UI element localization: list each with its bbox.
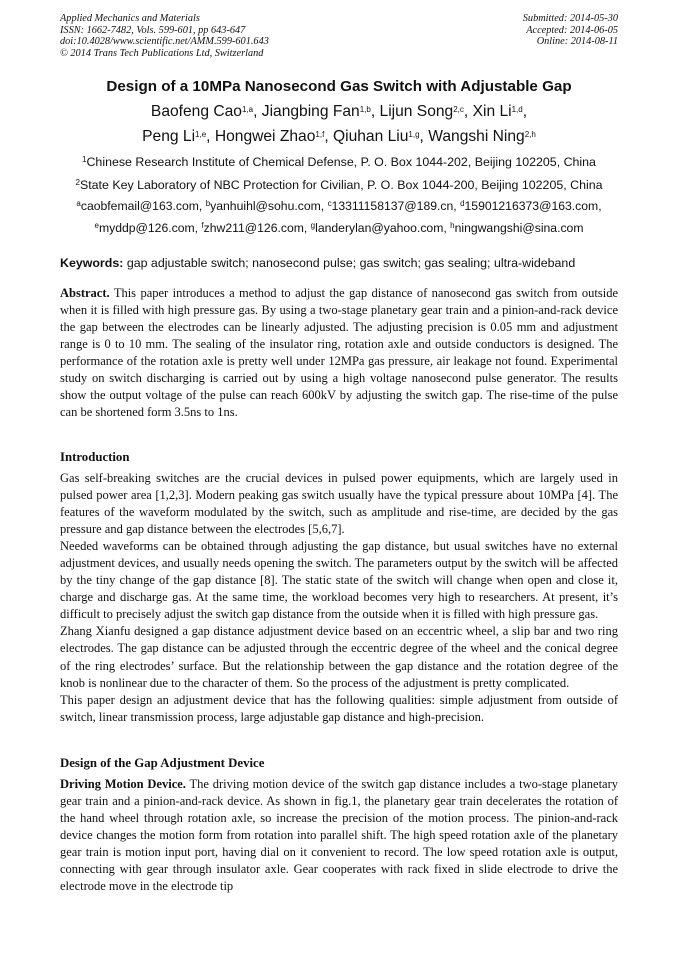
email-mark: h bbox=[450, 221, 455, 230]
copyright-line: © 2014 Trans Tech Publications Ltd, Switzerland bbox=[60, 47, 264, 59]
email-address: zhw211@126.com bbox=[203, 221, 304, 235]
email-mark: e bbox=[94, 221, 99, 230]
paragraph: Gas self-breaking switches are the crucial devices in pulsed power equipments, which are largely used in pulsed power area [1,2,3]. Modern peaking gas switch usually have the typical pressure about 10MPa [4]. The features of the waveform modulated by the switch, such as amplitude and rise-time, are decided by the gas pressure and gap distance between the electrodes [5,6,7]. bbox=[60, 471, 618, 537]
email-address: landerylan@yahoo.com bbox=[315, 221, 444, 235]
author-list-line-1: Baofeng Cao$^{1,a}$, Jiangbing Fan$^{1,b}$, Lijun Song$^{2,c}$, Xin Li$^{1,d}$, bbox=[150, 103, 528, 120]
submitted-date: Submitted: 2014-05-30 bbox=[522, 13, 618, 24]
introduction-body bbox=[60, 470, 618, 726]
author-affiliation-mark: 1,b bbox=[359, 105, 371, 114]
issn-line: ISSN: 1662-7482, Vols. 599-601, pp 643-647 bbox=[60, 24, 246, 36]
author-name: Baofeng Cao bbox=[150, 103, 242, 120]
author-affiliation-mark: 1,a bbox=[241, 105, 254, 114]
email-mark: f bbox=[201, 221, 204, 230]
author-name: Qiuhan Liu bbox=[332, 128, 409, 145]
introduction-heading: Introduction bbox=[60, 450, 130, 464]
author-name: Jiangbing Fan bbox=[261, 103, 360, 120]
email-address: 15901216373@163.com bbox=[464, 199, 599, 213]
online-date: Online: 2014-08-11 bbox=[536, 36, 618, 48]
paragraph: This paper design an adjustment device that has the following qualities: simple adjustment from outside of switch, linear transmission process, large adjustable gap distance and high-precision. bbox=[60, 692, 618, 724]
author-affiliation-mark: 2,h bbox=[524, 130, 536, 139]
email-address: myddp@126.com bbox=[98, 221, 195, 235]
email-address: ningwangshi@sina.com bbox=[454, 221, 584, 235]
author-name: Wangshi Ning bbox=[428, 128, 525, 145]
email-mark: a bbox=[76, 199, 81, 208]
design-lead: Driving Motion Device. bbox=[60, 777, 186, 791]
doi-line: doi:10.4028/www.scientific.net/AMM.599-601.643 bbox=[60, 36, 269, 48]
keywords-text: gap adjustable switch; nanosecond pulse; gas switch; gas sealing; ultra-wideband bbox=[126, 256, 576, 270]
affiliation-text: State Key Laboratory of NBC Protection for Civilian, P. O. Box 1044-200, Beijing 102205, China bbox=[79, 178, 603, 192]
abstract-label: Abstract. bbox=[60, 286, 110, 300]
accepted-date: Accepted: 2014-06-05 bbox=[526, 24, 618, 36]
affiliation-text: Chinese Research Institute of Chemical Defense, P. O. Box 1044-202, Beijing 102205, China bbox=[86, 155, 596, 169]
email-mark: d bbox=[460, 199, 465, 208]
publication-info bbox=[60, 13, 400, 59]
email-mark: g bbox=[310, 221, 316, 230]
author-affiliation-mark: 2,c bbox=[453, 105, 464, 114]
paragraph: Zhang Xianfu designed a gap distance adjustment device based on an eccentric wheel, a slip bar and two ring electrodes. The gap distance can be adjusted through the eccentric degree of the wheel and the conical degree of the ring electrodes’ surface. But the relationship between the gap distance and the rotation degree of the knob is nonlinear due to the character of them. So the process of the adjustment is pretty complicated. bbox=[60, 624, 618, 690]
email-list-line-2: $^e$myddp@126.com, $^f$zhw211@126.com, $^g$landerylan@yahoo.com, $^h$ningwangshi@sina.com bbox=[94, 221, 584, 235]
email-list-line-1: $^a$caobfemail@163.com, $^b$yanhuihl@sohu.com, $^c$13311158137@189.cn, $^d$15901216373@163.com, bbox=[76, 199, 602, 213]
paper-title: Design of a 10MPa Nanosecond Gas Switch with Adjustable Gap bbox=[106, 78, 572, 95]
author-affiliation-mark: 1,g bbox=[408, 130, 420, 139]
author-list-line-2: Peng Li$^{1,e}$, Hongwei Zhao$^{1,f}$, Qiuhan Liu$^{1,g}$, Wangshi Ning$^{2,h}$ bbox=[142, 128, 536, 145]
keywords-label: Keywords: bbox=[60, 256, 124, 270]
email-address: 13311158137@189.cn bbox=[331, 199, 454, 213]
keywords bbox=[60, 256, 618, 270]
design-heading: Design of the Gap Adjustment Device bbox=[60, 756, 265, 770]
author-name: Lijun Song bbox=[379, 103, 454, 120]
affiliation-2 bbox=[30, 178, 648, 192]
email-address: yanhuihl@sohu.com bbox=[210, 199, 321, 213]
affiliation-mark: 2 bbox=[75, 178, 80, 187]
author-name: Hongwei Zhao bbox=[214, 128, 316, 145]
email-address: caobfemail@163.com bbox=[80, 199, 199, 213]
author-affiliation-mark: 1,d bbox=[511, 105, 523, 114]
affiliation-1 bbox=[30, 155, 648, 169]
abstract-text: This paper introduces a method to adjust the gap distance of nanosecond gas switch from outside when it is filled with high pressure gas. By using a two-stage planetary gear train and a pinion-and-rack device the gap between the electrodes can be linearly adjusted. The adjusting precision is 0.05 mm and adjustment range is 0 to 10 mm. The sealing of the insulator ring, rotation axle and outside conductors is designed. The performance of the rotation axle is pretty well under 12MPa gas pressure, air leakage not found. Experimental study on switch discharging is carried out by using a high voltage nanosecond pulse generator. The results show the output voltage of the pulse can reach 600kV by adjusting the switch gap. The rise-time of the pulse can be shortened form 3.5ns to 1ns. bbox=[60, 286, 618, 420]
author-name: Peng Li bbox=[142, 128, 196, 145]
author-affiliation-mark: 1,e bbox=[195, 130, 207, 139]
journal-name: Applied Mechanics and Materials bbox=[60, 13, 200, 24]
publication-dates bbox=[398, 13, 618, 48]
design-body bbox=[60, 776, 618, 895]
paragraph: Needed waveforms can be obtained through adjusting the gap distance, but usual switches have no external adjustment devices, and usually needs opening the switch. The parameters output by the switch will be affected by the tiny change of the gap distance [8]. The static state of the switch will change when open and close it, charge and discharge gas. At the same time, the workload becomes very high to researchers. At present, it’s difficult to precisely adjust the switch gap distance from the outside when it is filled with high pressure gas. bbox=[60, 539, 618, 622]
design-text: The driving motion device of the switch gap distance includes a two-stage planetary gear train and a pinion-and-rack device. As shown in fig.1, the planetary gear train decelerates the rotation of the hand wheel through rotation axle, so increase the precision of the motion process. The pinion-and-rack device changes the motion form from rotation into parallel shift. The high speed rotation axle of the planetary gear train is motion input port, having dial on it convenient to record. The low speed rotation axle is output, connecting with gear through insulator axle. Gear cooperates with rack fixed in slide electrode to drive the electrode move in the electrode tip bbox=[60, 777, 619, 894]
author-affiliation-mark: 1,f bbox=[315, 130, 325, 139]
email-mark: b bbox=[205, 199, 211, 208]
email-mark: c bbox=[327, 199, 332, 208]
abstract bbox=[60, 285, 618, 421]
author-name: Xin Li bbox=[472, 103, 512, 120]
affiliation-mark: 1 bbox=[82, 155, 87, 164]
